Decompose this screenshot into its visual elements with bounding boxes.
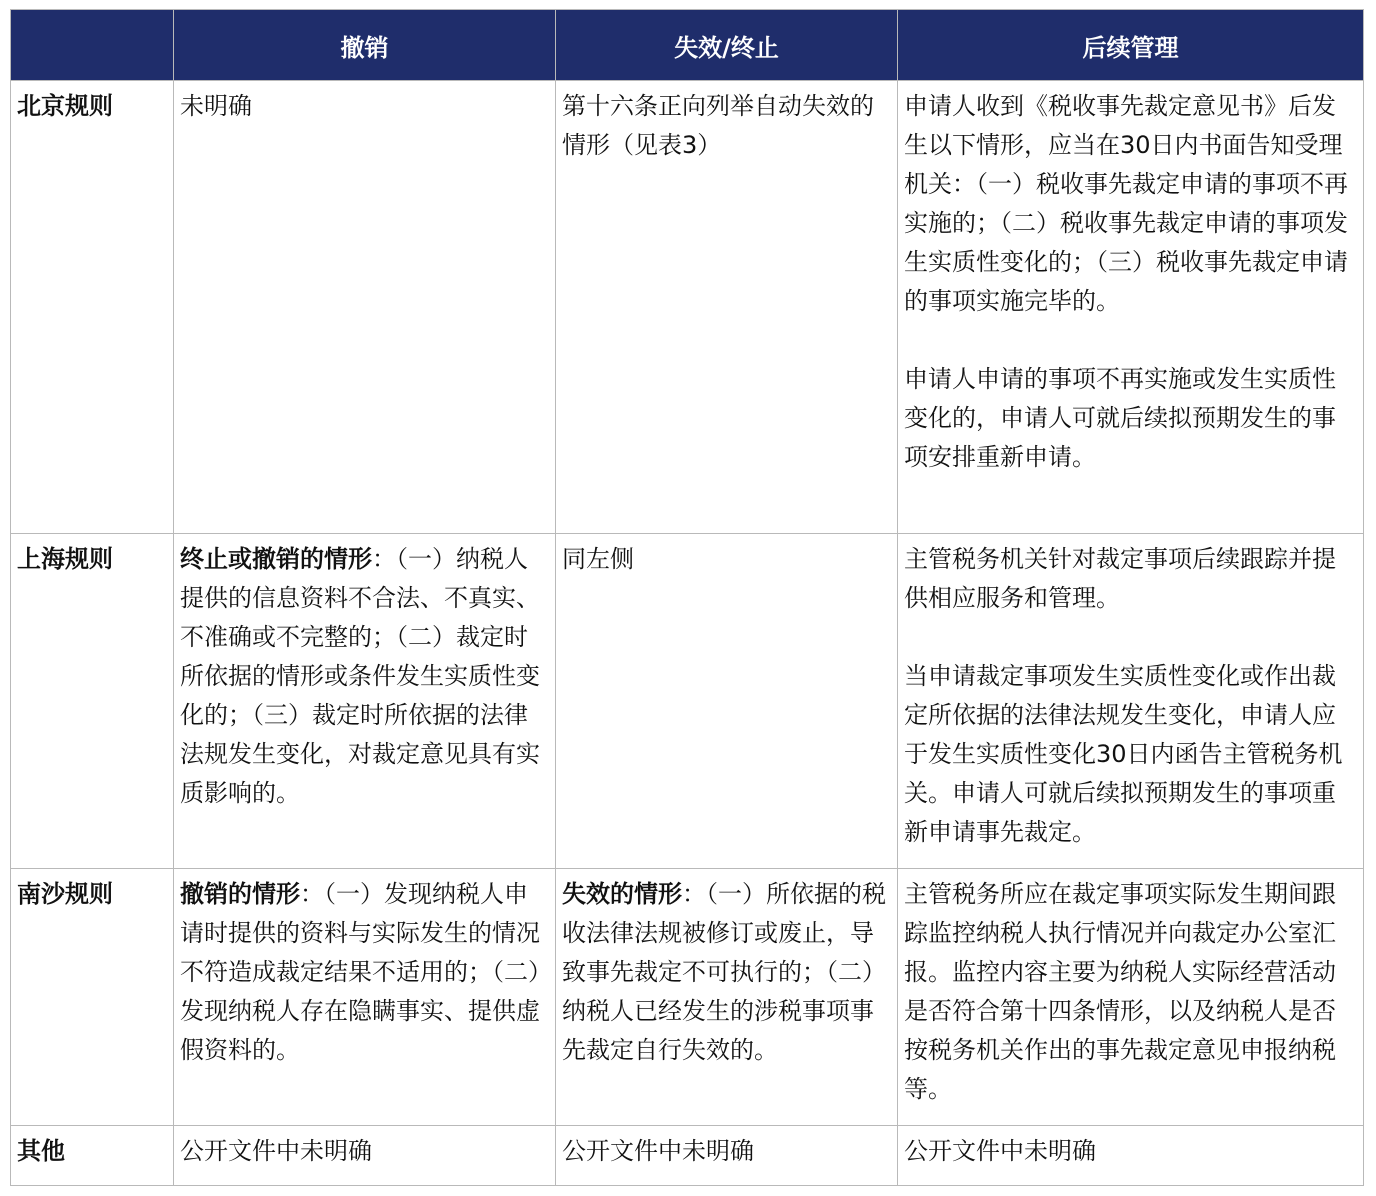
followup-paragraph: 当申请裁定事项发生实质性变化或作出裁定所依据的法律法规发生变化，申请人应于发生实质性变化30日内函告主管税务机关。申请人可就后续拟预期发生的事项重新申请事先裁定。 [904,662,1343,846]
followup-cell [898,1126,1364,1186]
terminate-cell [556,534,898,869]
revoke-cell [174,81,556,534]
row-label: 其他 [11,1126,174,1186]
header-blank [11,10,174,81]
header-revoke: 撤销 [174,10,556,81]
terminate-text: 同左侧 [562,545,634,573]
revoke-lead: 终止或撤销的情形 [180,545,372,573]
revoke-cell [174,1126,556,1186]
header-followup: 后续管理 [898,10,1364,81]
terminate-lead: 失效的情形 [562,880,682,908]
revoke-lead: 撤销的情形 [180,880,300,908]
terminate-cell [556,1126,898,1186]
header-row [11,10,1364,81]
row-label: 北京规则 [11,81,174,534]
terminate-text: 第十六条正向列举自动失效的情形（见表3） [562,92,874,159]
table-row-shanghai [11,534,1364,869]
terminate-cell [556,869,898,1126]
revoke-cell [174,869,556,1126]
row-label: 上海规则 [11,534,174,869]
followup-paragraph: 公开文件中未明确 [904,1137,1096,1165]
terminate-text: ：（一）所依据的税收法律法规被修订或废止，导致事先裁定不可执行的；（二）纳税人已经发生的涉税事项事先裁定自行失效的。 [562,880,886,1064]
revoke-text: 公开文件中未明确 [180,1137,372,1165]
row-label: 南沙规则 [11,869,174,1126]
followup-cell [898,81,1364,534]
terminate-text: 公开文件中未明确 [562,1137,754,1165]
rules-comparison-table [10,9,1364,1186]
terminate-cell [556,81,898,534]
followup-paragraph: 申请人收到《税收事先裁定意见书》后发生以下情形，应当在30日内书面告知受理机关：（一）税收事先裁定申请的事项不再实施的；（二）税收事先裁定申请的事项发生实质性变化的；（三）税收事先裁定申请的事项实施完毕的。 [904,92,1348,315]
table-row-other [11,1126,1364,1186]
revoke-cell [174,534,556,869]
followup-paragraph: 主管税务机关针对裁定事项后续跟踪并提供相应服务和管理。 [904,545,1336,612]
table-row-nansha [11,869,1364,1126]
followup-paragraph: 申请人申请的事项不再实施或发生实质性变化的，申请人可就后续拟预期发生的事项安排重新申请。 [904,365,1336,471]
followup-cell [898,869,1364,1126]
revoke-text: ：（一）发现纳税人申请时提供的资料与实际发生的情况不符造成裁定结果不适用的；（二）发现纳税人存在隐瞒事实、提供虚假资料的。 [180,880,540,1064]
table-row-beijing [11,81,1364,534]
followup-paragraph: 主管税务所应在裁定事项实际发生期间跟踪监控纳税人执行情况并向裁定办公室汇报。监控内容主要为纳税人实际经营活动是否符合第十四条情形，以及纳税人是否按税务机关作出的事先裁定意见申报纳税等。 [904,880,1336,1103]
revoke-text: ：（一）纳税人提供的信息资料不合法、不真实、不准确或不完整的；（二）裁定时所依据的情形或条件发生实质性变化的；（三）裁定时所依据的法律法规发生变化，对裁定意见具有实质影响的。 [180,545,540,807]
followup-cell [898,534,1364,869]
revoke-text: 未明确 [180,92,252,120]
header-terminate: 失效/终止 [556,10,898,81]
comparison-table-wrapper [10,9,1364,1186]
